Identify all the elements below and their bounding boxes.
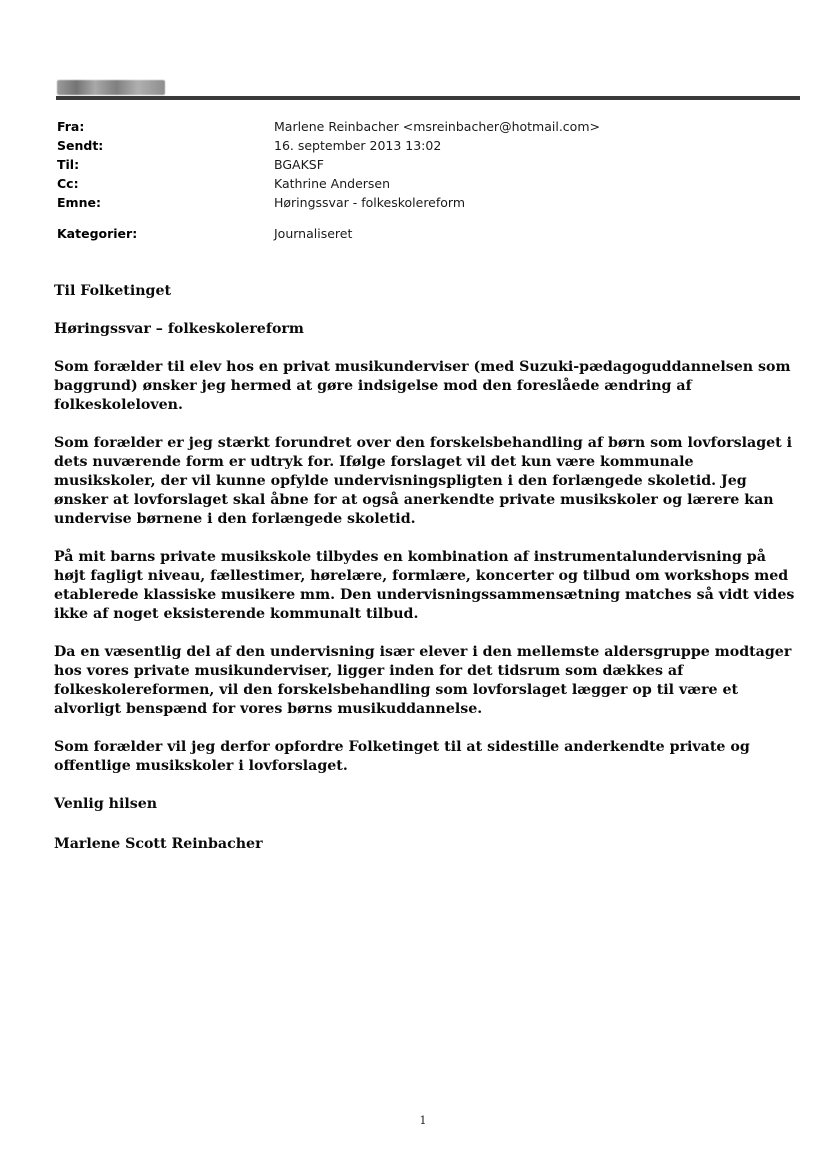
header-label: Sendt: [57, 138, 104, 153]
header-value-cc: Kathrine Andersen [274, 176, 391, 191]
header-label: Til: [57, 157, 80, 172]
header-row-to [57, 155, 757, 174]
letter-paragraph: På mit barns private musikskole tilbydes en kombination af instrumentalundervisning på højt fagligt niveau, fællestimer, hørelære, formlære, koncerter og tilbud om workshops med etablerede klassiske musikere mm. Den undervisningssammensætning matches så vidt vides ikke af noget eksisterende kommunalt tilbud. [54, 549, 795, 622]
header-label: Kategorier: [57, 226, 138, 241]
header-label: Cc: [57, 176, 79, 191]
email-header [57, 117, 757, 243]
letter-subject: Høringssvar – folkeskolereform [54, 321, 304, 337]
header-row-subject [57, 193, 757, 212]
letter-paragraph: Da en væsentlig del af den undervisning især elever i den mellemste aldersgruppe modtager hos vores private musikunderviser, ligger inden for det tidsrum som dækkes af folkeskolereformen, vil den forskelsbehandling som lovforslaget lægger op til være et alvorligt benspænd for vores børns musikuddannelse. [54, 644, 792, 717]
header-value-sent: 16. september 2013 13:02 [274, 138, 442, 153]
header-divider [56, 96, 800, 100]
letter-body [54, 282, 799, 873]
header-value-to: BGAKSF [274, 157, 324, 172]
header-label: Fra: [57, 119, 85, 134]
letter-addressee: Til Folketinget [54, 283, 172, 299]
letter-paragraph: Som forælder til elev hos en privat musikunderviser (med Suzuki-pædagoguddannelsen som baggrund) ønsker jeg hermed at gøre indsigelse mod den foreslåede ændring af folkeskoleloven. [54, 359, 791, 413]
letter-paragraph: Som forælder er jeg stærkt forundret over den forskelsbehandling af børn som lovforslaget i dets nuværende form er udtryk for. Ifølge forslaget vil det kun være kommunale musikskoler, der vil kunne opfylde undervisningspligten i den forlængede skoletid. Jeg ønsker at lovforslaget skal åbne for at også anerkendte private musikskoler og lærere kan undervise børnene i den forlængede skoletid. [54, 435, 793, 527]
header-label: Emne: [57, 195, 101, 210]
header-value-from: Marlene Reinbacher <msreinbacher@hotmail.com> [274, 119, 600, 134]
header-row-cc [57, 174, 757, 193]
page-number: 1 [419, 1114, 427, 1127]
header-row-category [57, 224, 757, 243]
blurred-logo [57, 80, 165, 95]
letter-closing: Venlig hilsen [54, 796, 158, 812]
header-row-from [57, 117, 757, 136]
header-value-category: Journaliseret [274, 226, 353, 241]
header-value-subject: Høringssvar - folkeskolereform [274, 195, 466, 210]
letter-signature: Marlene Scott Reinbacher [54, 836, 263, 852]
header-row-sent [57, 136, 757, 155]
letter-paragraph: Som forælder vil jeg derfor opfordre Folketinget til at sidestille anderkendte private og offentlige musikskoler i lovforslaget. [54, 739, 750, 774]
